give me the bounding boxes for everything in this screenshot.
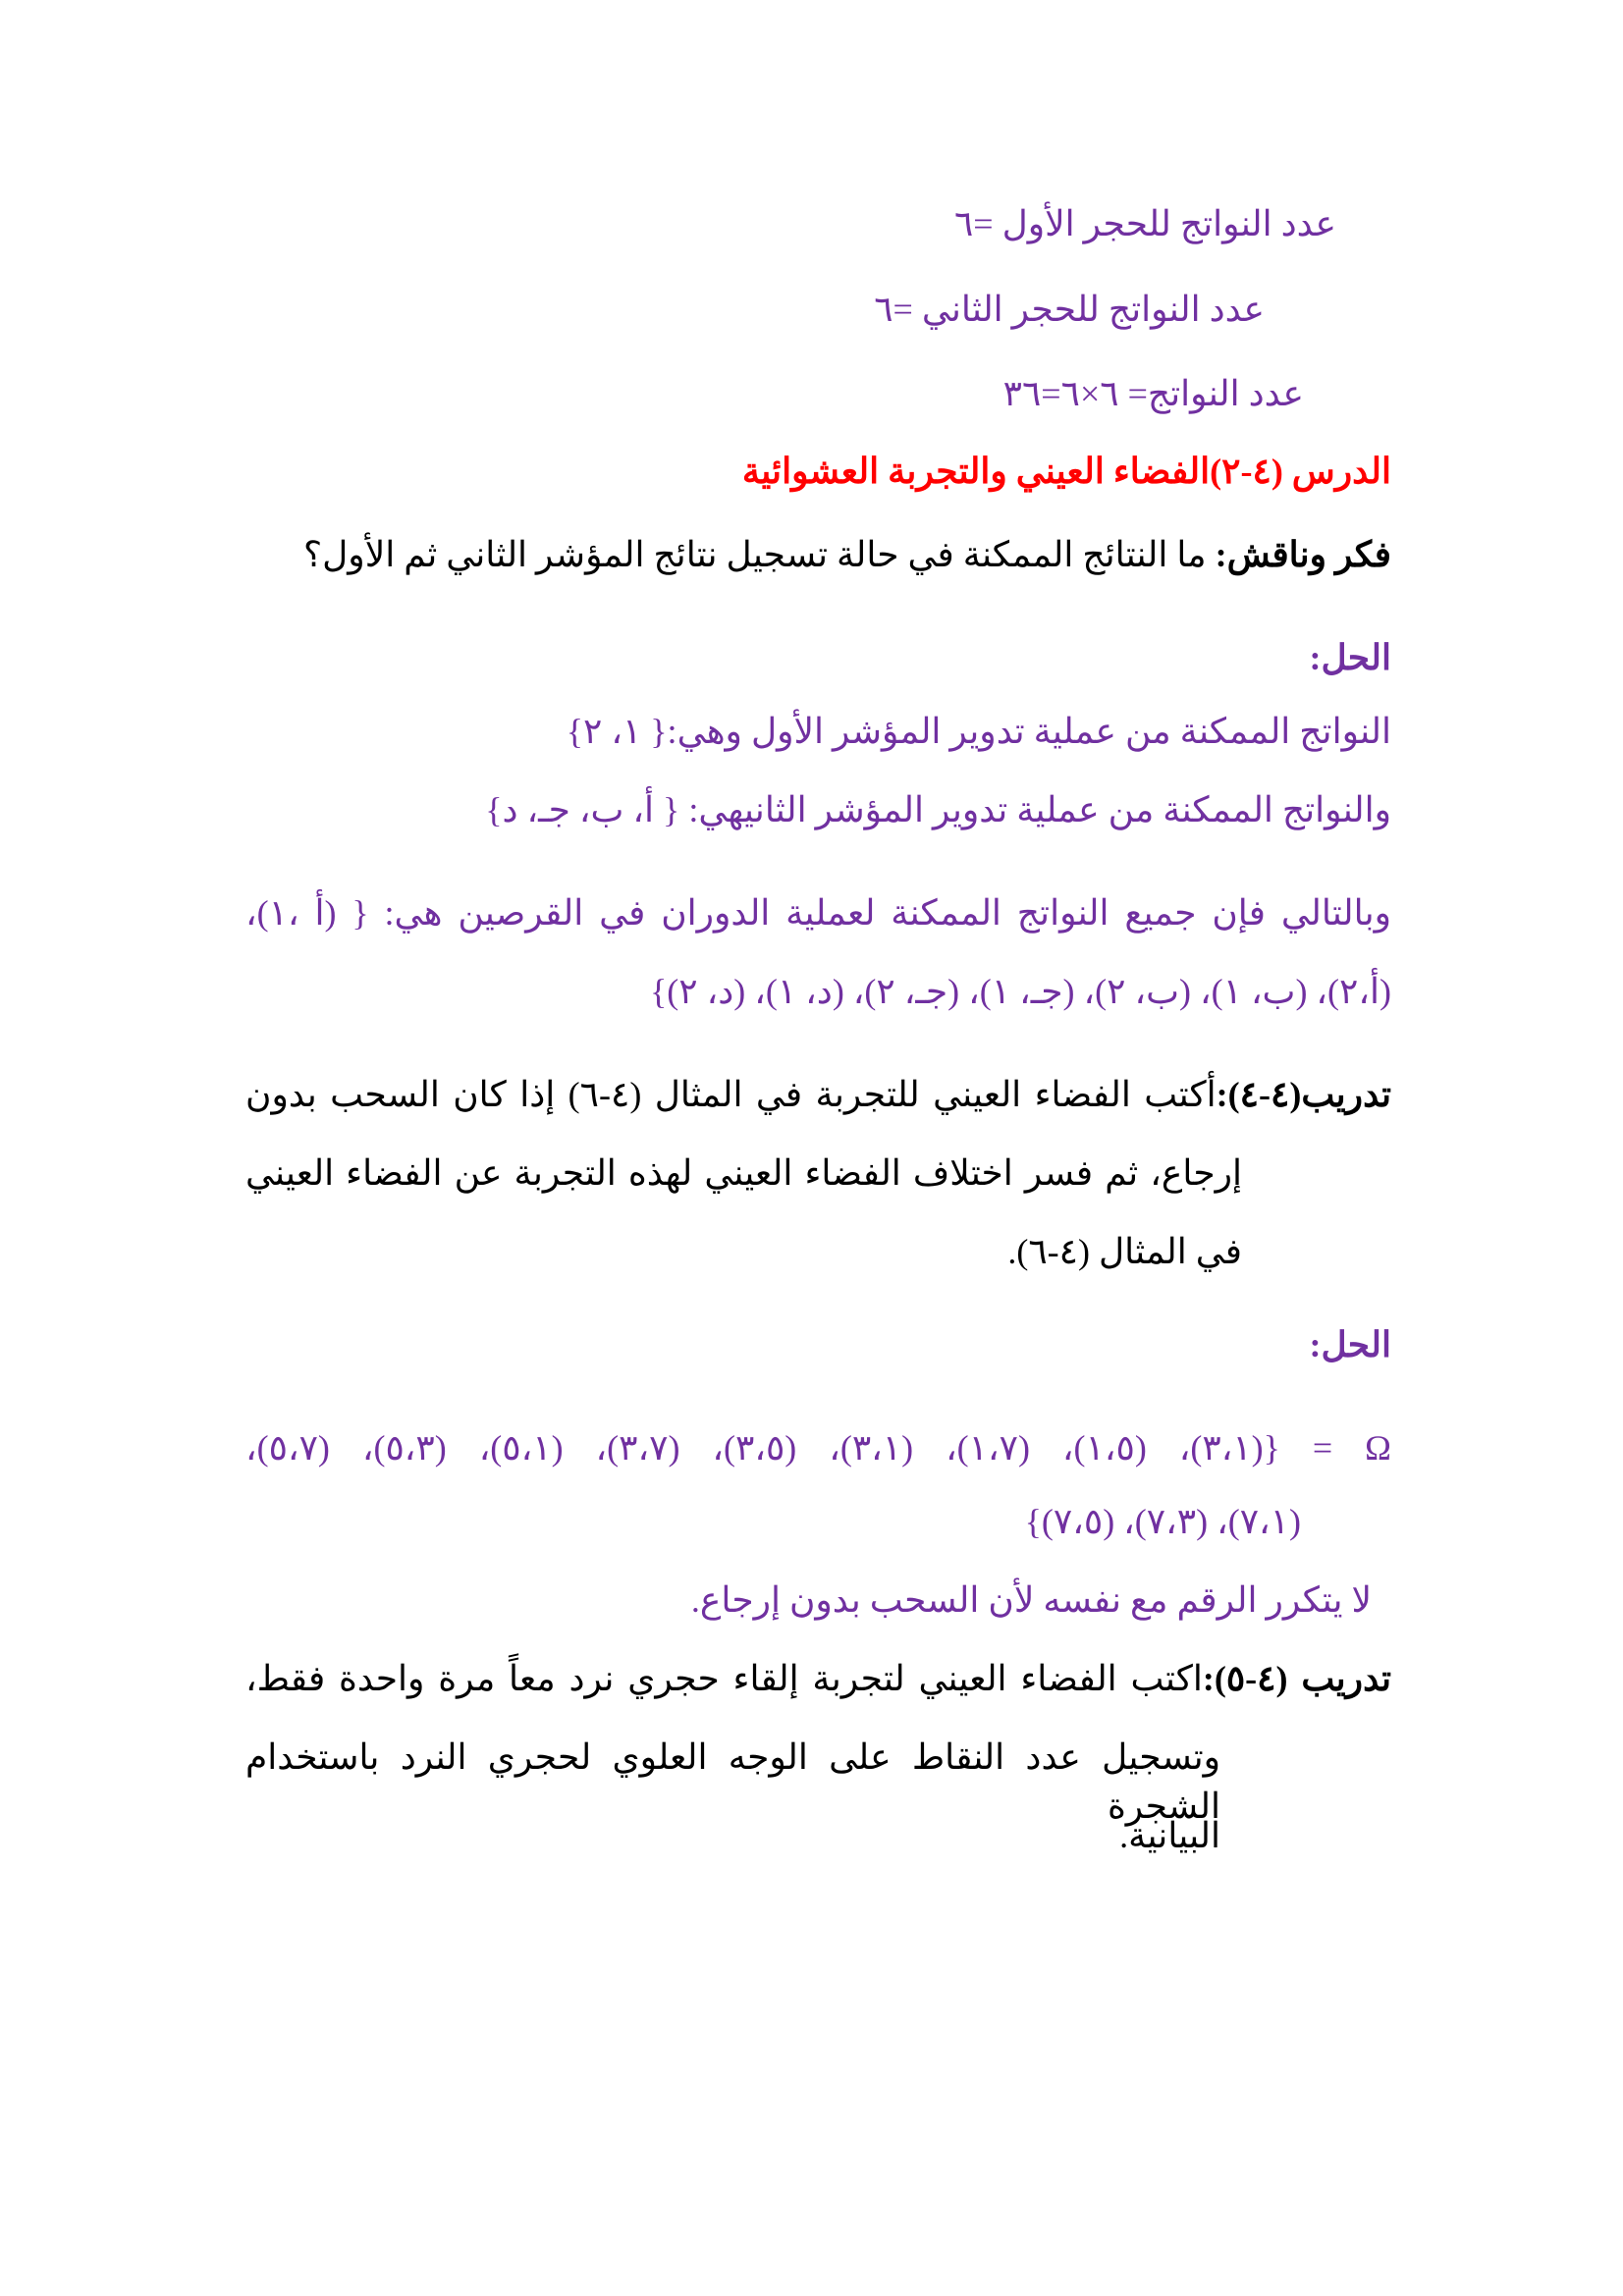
solution1-line-2: والنواتج الممكنة من عملية تدوير المؤشر الثانيهي: { أ، ب، جـ، د} <box>485 790 1391 829</box>
exercise-4-5-label: تدريب (٤-٥): <box>1202 1659 1391 1698</box>
solution2-note: لا يتكرر الرقم مع نفسه لأن السحب بدون إرجاع. <box>690 1580 1372 1620</box>
exercise-4-5-line-3: البيانية. <box>1119 1816 1220 1855</box>
outcomes-total: عدد النواتج= ٦×٦=٣٦ <box>1002 374 1304 413</box>
solution-label-2: الحل: <box>1309 1325 1391 1364</box>
solution1-line-4: (أ،٢)، (ب، ١)، (ب، ٢)، (جـ، ١)، (جـ، ٢)، (د، ١)، (د، ٢)} <box>649 972 1391 1011</box>
exercise-4-5-line-2: وتسجيل عدد النقاط على الوجه العلوي لحجري النرد باستخدام الشجرة <box>245 1737 1220 1826</box>
solution1-line-1: النواتج الممكنة من عملية تدوير المؤشر الأول وهي:{ ١، ٢} <box>566 712 1391 751</box>
exercise-4-4-text: أكتب الفضاء العيني للتجربة في المثال (٤-٦) إذا كان السحب بدون <box>245 1075 1217 1114</box>
think-discuss <box>303 530 1391 579</box>
exercise-4-5-text: اكتب الفضاء العيني لتجربة إلقاء حجري نرد معاً مرة واحدة فقط، <box>245 1659 1203 1698</box>
outcomes-second-stone: عدد النواتج للحجر الثاني =٦ <box>874 290 1265 329</box>
outcomes-first-stone: عدد النواتج للحجر الأول =٦ <box>953 204 1336 243</box>
solution-label-1: الحل: <box>1309 638 1391 677</box>
sample-space-line-1: Ω = {(٣،١)، (١،٥)، (١،٧)، (٣،١)، (٣،٥)، (٣،٧)، (٥،١)، (٥،٣)، (٥،٧)، <box>245 1428 1391 1468</box>
exercise-4-4-line-1 <box>245 1070 1391 1119</box>
sample-space-line-2: (٧،١)، (٧،٣)، (٧،٥)} <box>1024 1502 1301 1541</box>
think-discuss-label: فكر وناقش: <box>1215 535 1391 574</box>
exercise-4-5-line-1 <box>245 1654 1391 1703</box>
exercise-4-4-line-3: في المثال (٤-٦). <box>1007 1232 1242 1271</box>
lesson-title: الدرس (٤-٢)الفضاء العيني والتجربة العشوائية <box>741 452 1391 491</box>
exercise-4-4-line-2: إرجاع، ثم فسر اختلاف الفضاء العيني لهذه التجربة عن الفضاء العيني <box>245 1153 1242 1193</box>
think-discuss-question: ما النتائج الممكنة في حالة تسجيل نتائج المؤشر الثاني ثم الأول؟ <box>303 535 1216 574</box>
solution1-line-3: وبالتالي فإن جميع النواتج الممكنة لعملية الدوران في القرصين هي: { (أ ،١)، <box>245 893 1391 933</box>
exercise-4-4-label: تدريب(٤-٤): <box>1216 1075 1391 1114</box>
